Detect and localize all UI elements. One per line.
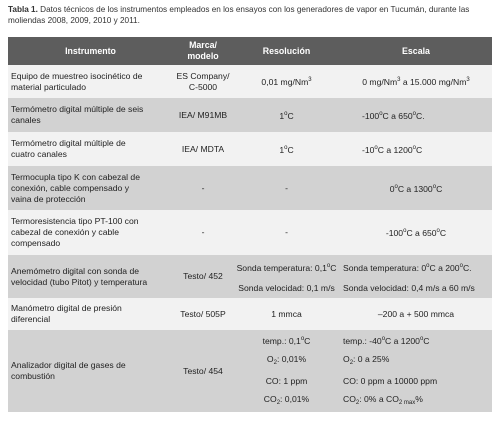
table-row	[8, 255, 492, 298]
instrument-line: Analizador digital de gases de	[11, 360, 126, 370]
instrument-cell	[8, 255, 173, 298]
scale-text: CO	[343, 394, 356, 404]
scale-cell	[340, 330, 492, 412]
brand-cell	[173, 65, 233, 98]
instrument-cell	[8, 330, 173, 412]
scale-text: -100	[385, 228, 404, 238]
instrument-line: Termocupla tipo K con cabezal de	[11, 171, 140, 182]
instrument-line: diferencial	[11, 314, 51, 324]
table-row	[8, 65, 492, 98]
table-row	[8, 298, 492, 330]
instrument-cell	[8, 298, 173, 330]
instrument-line: Equipo de muestreo isocinético de	[11, 70, 143, 81]
subscript: 2	[349, 360, 354, 366]
resolution-text: C	[330, 262, 337, 273]
resolution-text: Sonda temperatura: 0,1	[236, 262, 327, 273]
scale-text: O	[343, 354, 350, 364]
resolution-cell: -	[285, 227, 288, 237]
header-escala: Escala	[402, 45, 430, 56]
scale-text: : 0% a CO	[359, 394, 399, 404]
scale-text: C	[439, 228, 447, 238]
scale-text: -100	[362, 110, 380, 121]
degree-sign: o	[412, 144, 416, 151]
scale-cell	[340, 65, 492, 98]
caption-label: Tabla 1.	[8, 5, 38, 14]
degree-sign: o	[379, 110, 383, 117]
scale-text: CO: 0 ppm a 10000 ppm	[343, 376, 438, 386]
scale-text: Sonda temperatura: 0	[343, 262, 427, 273]
table-row	[8, 166, 492, 210]
degree-sign: o	[394, 183, 398, 190]
instrument-line: Termómetro digital múltiple de	[11, 138, 126, 148]
instrument-line: material particulado	[11, 81, 86, 92]
resolution-cell	[233, 330, 340, 412]
instrument-line: conexión, cable compensado y	[11, 182, 130, 193]
degree-sign: o	[326, 262, 331, 269]
scale-text: %	[415, 394, 423, 404]
scale-cell	[340, 210, 492, 255]
resolution-cell: 1 mmca	[271, 308, 302, 319]
caption-text: Datos técnicos de los instrumentos empleados en los ensayos con los generadores de vapor en Tucumán, durante las moliendas 2008, 2009, 2010 y 2011.	[8, 5, 470, 25]
resolution-text: C	[287, 110, 294, 121]
scale-cell	[340, 132, 492, 166]
scale-text: : 0 a 25%	[353, 354, 390, 364]
resolution-cell: -	[285, 182, 288, 193]
table-row	[8, 132, 492, 166]
header-marca-line2: modelo	[187, 51, 219, 61]
brand-cell: Testo/ 505P	[180, 308, 226, 319]
subscript: 2 max	[398, 400, 416, 406]
resolution-text: O	[266, 354, 274, 364]
scale-text: 0	[389, 183, 395, 194]
brand-cell: -	[201, 227, 205, 237]
superscript: 3	[397, 77, 401, 83]
resolution-text: C	[287, 144, 294, 155]
degree-sign: o	[381, 336, 386, 342]
superscript: 3	[466, 77, 470, 83]
instruments-table	[8, 37, 492, 412]
resolution-cell	[233, 65, 340, 98]
resolution-cell	[233, 132, 340, 166]
scale-text: 0 mg/Nm	[362, 77, 398, 87]
instrument-line: velocidad (tubo Pitot) y temperatura	[11, 276, 148, 287]
resolution-cell	[233, 255, 340, 298]
degree-sign: o	[459, 262, 463, 269]
instrument-line: Manómetro digital de presión	[11, 303, 122, 313]
scale-cell: –200 a + 500 mmca	[377, 308, 455, 319]
table-row	[8, 330, 492, 412]
degree-sign: o	[426, 262, 430, 269]
brand-cell: -	[201, 182, 205, 193]
degree-sign: o	[403, 228, 407, 234]
brand-cell: Testo/ 454	[183, 365, 223, 376]
instrument-line: canales	[11, 115, 41, 125]
scale-text: temp.: -40	[343, 336, 382, 346]
degree-sign: o	[432, 183, 437, 190]
scale-text: C a 650	[406, 228, 437, 238]
degree-sign: o	[300, 336, 305, 342]
scale-text: C	[436, 183, 443, 194]
subscript: 2	[276, 400, 281, 406]
brand-line: ES Company/	[176, 70, 230, 81]
scale-text: C	[423, 336, 430, 346]
resolution-text: : 0,01%	[280, 394, 310, 404]
header-marca	[173, 37, 233, 65]
header-instrumento: Instrumento	[65, 45, 116, 56]
resolution-text: Sonda velocidad: 0,1 m/s	[238, 282, 335, 293]
resolution-text: : 0,01%	[276, 354, 307, 364]
instrument-line: Termómetro digital múltiple de seis	[11, 104, 144, 114]
degree-sign: o	[284, 110, 288, 117]
subscript: 2	[355, 400, 360, 406]
table-caption	[8, 4, 494, 26]
scale-text: a 15.000 mg/Nm	[400, 77, 467, 87]
resolution-text: 1	[279, 144, 285, 155]
resolution-text: CO	[263, 394, 277, 404]
subscript: 2	[273, 360, 277, 366]
scale-text: C a 200	[429, 262, 460, 273]
degree-sign: o	[419, 336, 424, 342]
scale-cell	[340, 98, 492, 132]
instrument-line: cuatro canales	[11, 149, 67, 159]
brand-cell: IEA/ M91MB	[178, 109, 228, 120]
resolution-text: 0,01 mg/Nm	[261, 77, 309, 87]
resolution-cell	[233, 98, 340, 132]
scale-text: -10	[362, 144, 375, 155]
scale-text: C.	[462, 262, 472, 273]
degree-sign: o	[412, 110, 416, 117]
instrument-cell	[8, 166, 173, 210]
header-resolucion: Resolución	[262, 45, 311, 56]
instrument-line: compensado	[11, 238, 61, 248]
instrument-cell	[8, 65, 173, 98]
instrument-line: combustión	[11, 371, 55, 381]
resolution-text: 1	[279, 110, 285, 121]
scale-text: C a 1200	[377, 144, 413, 155]
instrument-line: Termoresistencia tipo PT-100 con	[11, 216, 139, 226]
scale-cell	[340, 255, 492, 298]
scale-text: C.	[416, 110, 425, 121]
scale-text: C a 1300	[397, 183, 433, 194]
scale-text: Sonda velocidad: 0,4 m/s a 60 m/s	[343, 282, 475, 293]
brand-cell: IEA/ MDTA	[181, 143, 225, 154]
resolution-text: temp.: 0,1	[262, 336, 301, 346]
brand-line: C-5000	[188, 81, 218, 92]
degree-sign: o	[374, 144, 378, 151]
resolution-text: CO: 1 ppm	[265, 376, 308, 386]
instrument-line: vaina de protección	[11, 193, 86, 204]
table-row	[8, 98, 492, 132]
degree-sign: o	[436, 228, 440, 234]
instrument-cell	[8, 98, 173, 132]
instrument-cell	[8, 210, 173, 255]
scale-cell	[340, 166, 492, 210]
instrument-line: Anemómetro digital con sonda de	[11, 265, 140, 276]
instrument-cell	[8, 132, 173, 166]
resolution-text: C	[304, 336, 311, 346]
degree-sign: o	[284, 144, 288, 151]
brand-cell: Testo/ 452	[183, 271, 223, 281]
scale-text: C	[416, 144, 423, 155]
instrument-line: cabezal de conexión y cable	[11, 227, 119, 237]
superscript: 3	[308, 77, 312, 83]
table-header-row	[8, 37, 492, 65]
scale-text: C a 650	[382, 110, 413, 121]
header-marca-line1: Marca/	[189, 40, 217, 50]
scale-text: C a 1200	[385, 336, 420, 346]
table-row	[8, 210, 492, 255]
